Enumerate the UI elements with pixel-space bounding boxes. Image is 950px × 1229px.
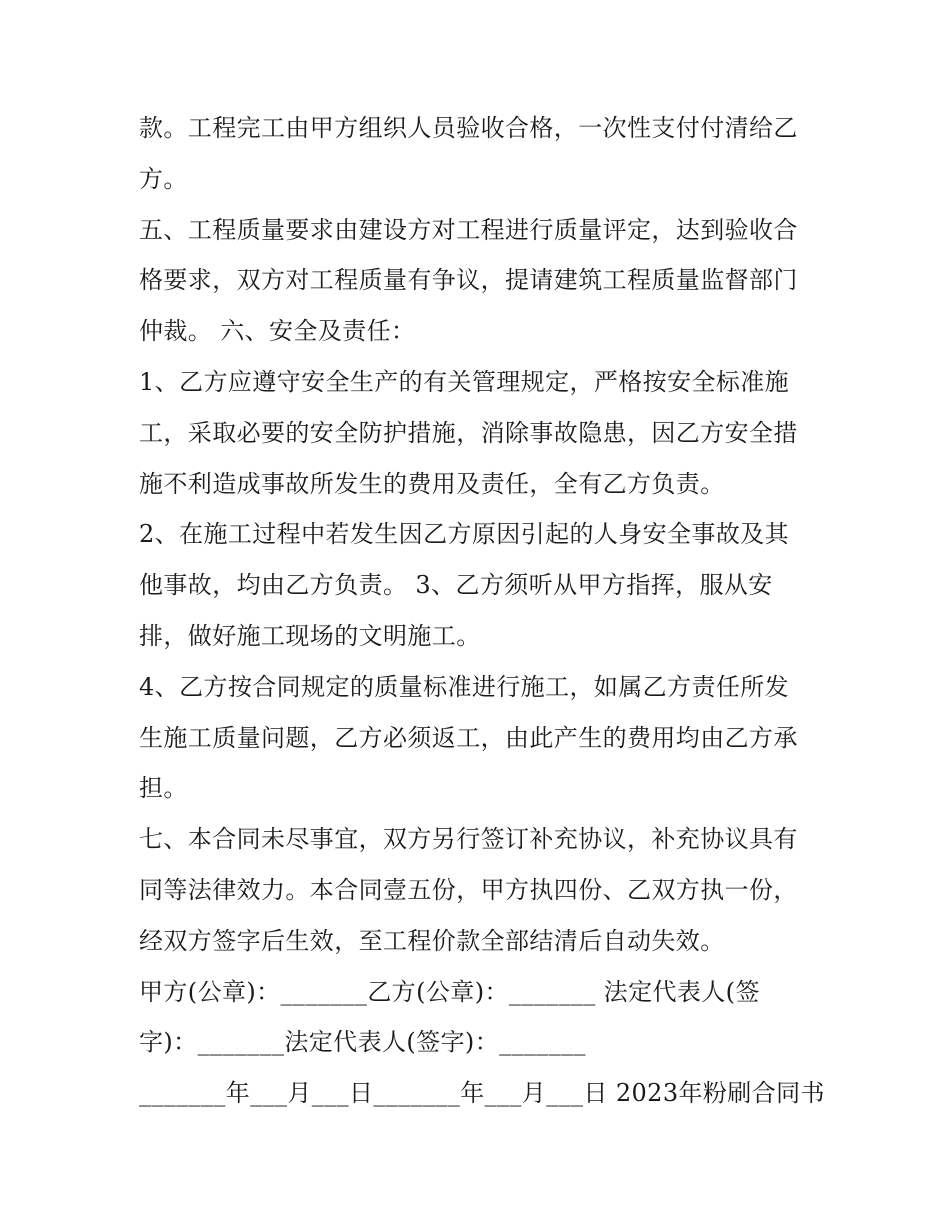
contract-body: [139, 103, 825, 1119]
text-line: 方。: [139, 164, 188, 193]
text-line: 同等法律效力。本合同壹五份，甲方执四份、乙双方执一份，: [139, 875, 798, 904]
text-line: 施不利造成事故所发生的费用及责任，全有乙方负责。: [139, 469, 725, 498]
text-line: 七、本合同未尽事宜，双方另行签订补充协议，补充协议具有: [139, 825, 798, 854]
safety-item-4: [139, 662, 819, 814]
safety-item-2-3: [139, 509, 819, 661]
text-line: 款。工程完工由甲方组织人员验收合格，一次性支付付清给乙: [139, 114, 798, 142]
text-line: 担。: [139, 774, 188, 803]
clause-7-supplement: [139, 814, 819, 966]
text-line: 五、工程质量要求由建设方对工程进行质量评定，达到验收合: [139, 215, 798, 244]
text-line: 生施工质量问题，乙方必须返工，由此产生的费用均由乙方承: [139, 723, 798, 752]
clause-5-quality: [139, 205, 819, 357]
signature-block: [139, 967, 819, 1069]
text-line: 4、乙方按合同规定的质量标准进行施工，如属乙方责任所发: [139, 672, 790, 701]
text-line: 经双方签字后生效，至工程价款全部结清后自动失效。: [139, 926, 725, 955]
text-line: 仲裁。 六、安全及责任：: [139, 317, 416, 346]
text-line: 1、乙方应遵守安全生产的有关管理规定，严格按安全标准施: [139, 367, 790, 396]
text-line: 甲方(公章)：_______乙方(公章)：_______ 法定代表人(签: [139, 977, 760, 1006]
safety-item-1: [139, 357, 819, 509]
text-line: 格要求，双方对工程质量有争议，提请建筑工程质量监督部门: [139, 266, 798, 295]
text-line: 字)：_______法定代表人(签字)：_______: [139, 1028, 586, 1057]
text-line: _______年___月___日_______年___月___日 2023年粉刷合同书: [139, 1079, 825, 1108]
text-line: 排，做好施工现场的文明施工。: [139, 621, 481, 650]
payment-clause: [139, 103, 819, 205]
text-line: 工，采取必要的安全防护措施，消除事故隐患，因乙方安全措: [139, 418, 798, 447]
text-line: 他事故，均由乙方负责。 3、乙方须听从甲方指挥，服从安: [139, 571, 773, 600]
date-line: [139, 1068, 825, 1119]
text-line: 2、在施工过程中若发生因乙方原因引起的人身安全事故及其: [139, 520, 790, 549]
